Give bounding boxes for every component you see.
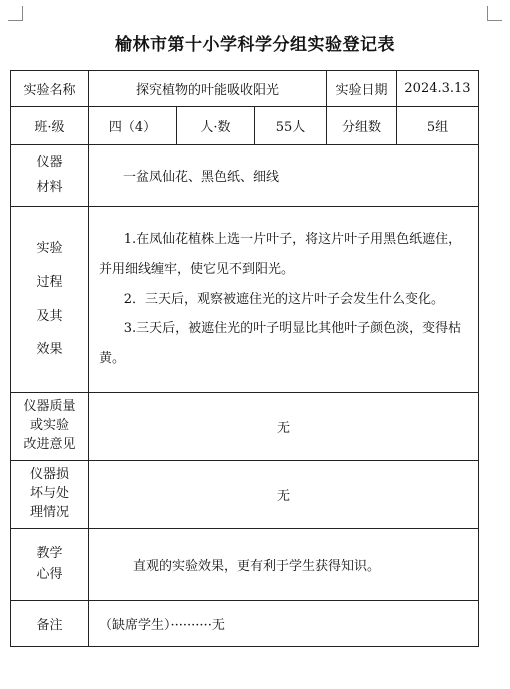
- row-experiment-name: [11, 71, 479, 107]
- process-label: [11, 207, 89, 393]
- groups-value: 5组: [397, 107, 479, 145]
- process-step: 1.在凤仙花植株上选一片叶子，将这片叶子用黑色纸遮住，并用细线缠牢，使它见不到阳光。: [99, 231, 462, 277]
- damage-label-line: 仪器损: [29, 467, 69, 483]
- row-teaching: [11, 529, 479, 601]
- damage-value: 无: [89, 461, 479, 529]
- experiment-name-label: 实验名称: [11, 71, 89, 107]
- equipment-label: [11, 145, 89, 207]
- process-label-line: 效果: [36, 342, 63, 358]
- quality-label-line: 或实验: [29, 418, 69, 434]
- remarks-label: 备注: [11, 601, 89, 647]
- class-label: 班·级: [11, 107, 89, 145]
- experiment-date-label: 实验日期: [327, 71, 397, 107]
- registration-table: [10, 70, 479, 647]
- row-remarks: [11, 601, 479, 647]
- groups-label: 分组数: [327, 107, 397, 145]
- class-value: 四（4）: [89, 107, 177, 145]
- teaching-label-line: 教学: [36, 545, 63, 561]
- page-title: 榆林市第十小学科学分组实验登记表: [115, 35, 395, 55]
- equipment-label-line: 仪器: [36, 154, 63, 170]
- remarks-value: （缺席学生）··········无: [89, 601, 479, 647]
- damage-label: [11, 461, 89, 529]
- quality-label: [11, 393, 89, 461]
- people-value: 55人: [255, 107, 327, 145]
- teaching-label-line: 心得: [36, 566, 63, 582]
- process-label-line: 过程: [36, 274, 63, 290]
- process-label-line: 实验: [36, 240, 63, 256]
- row-process: [11, 207, 479, 393]
- page-corner-mark: [8, 6, 23, 21]
- process-step: 3.三天后，被遮住光的叶子明显比其他叶子颜色淡，变得枯黄。: [99, 321, 462, 367]
- quality-label-line: 改进意见: [23, 436, 76, 452]
- quality-label-line: 仪器质量: [23, 399, 76, 415]
- process-label-line: 及其: [36, 308, 63, 324]
- experiment-date-value: 2024.3.13: [397, 71, 479, 107]
- people-label: 人·数: [177, 107, 255, 145]
- teaching-value: 直观的实验效果，更有利于学生获得知识。: [89, 529, 479, 601]
- row-quality: [11, 393, 479, 461]
- teaching-label: [11, 529, 89, 601]
- page-corner-mark: [487, 6, 502, 21]
- damage-label-line: 坏与处: [29, 486, 69, 502]
- process-steps: [89, 207, 479, 393]
- equipment-value: 一盆凤仙花、黑色纸、细线: [89, 145, 479, 207]
- quality-value: 无: [89, 393, 479, 461]
- row-equipment: [11, 145, 479, 207]
- equipment-label-line: 材料: [36, 179, 63, 195]
- damage-label-line: 理情况: [29, 504, 69, 520]
- process-step: 2．三天后，观察被遮住光的这片叶子会发生什么变化。: [123, 291, 444, 307]
- row-damage: [11, 461, 479, 529]
- row-class-info: [11, 107, 479, 145]
- experiment-name-value: 探究植物的叶能吸收阳光: [89, 71, 327, 107]
